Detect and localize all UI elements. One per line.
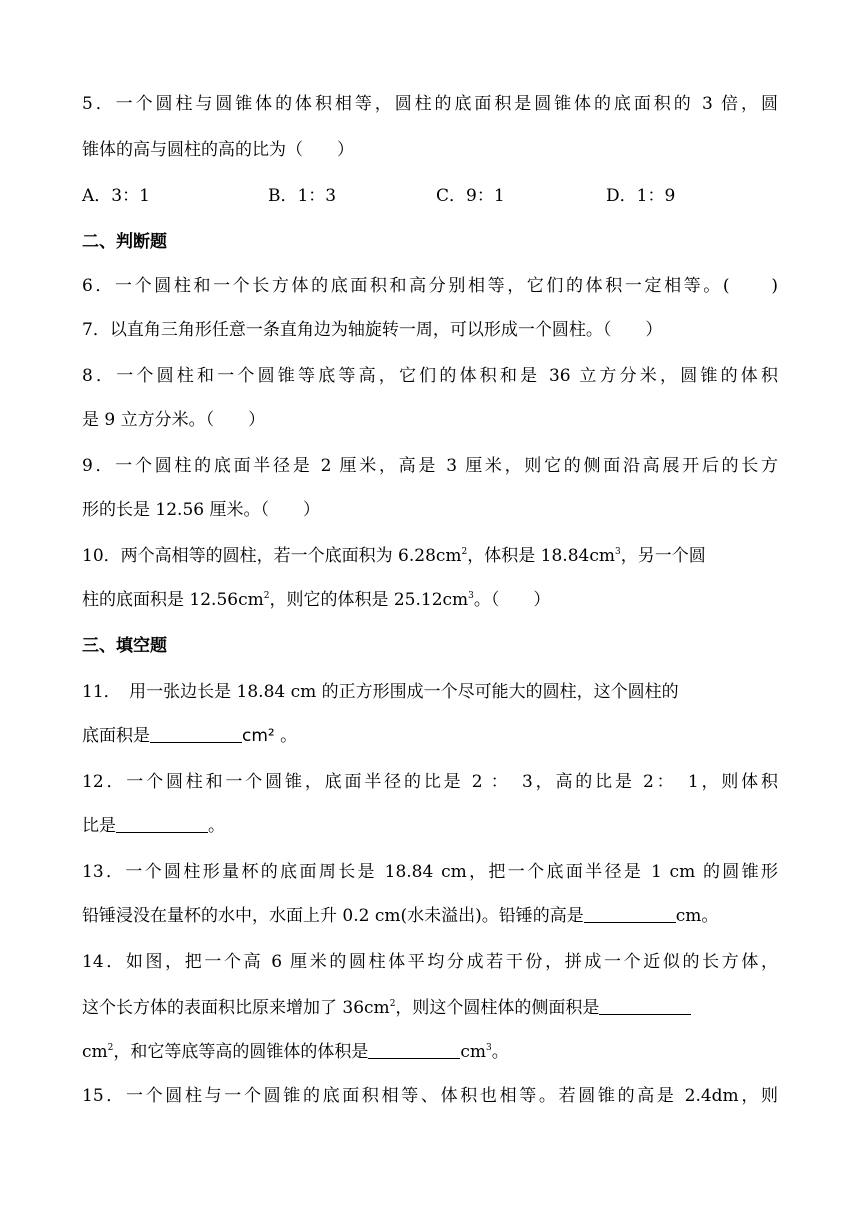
q10-text: ，体积是 18.84cm: [467, 546, 615, 566]
q10-line1: [82, 544, 706, 568]
answer-blank[interactable]: [599, 996, 691, 1015]
q14-text: ，则这个圆柱体的侧面积是: [395, 998, 600, 1018]
q14-text: 这个长方体的表面积比原来增加了 36cm: [82, 998, 390, 1018]
q8-line2: 是 9 立方分米。（ ）: [82, 410, 266, 430]
q6-line1: 6．一个圆柱和一个长方体的底面积和高分别相等，它们的体积一定相等。( ): [82, 276, 778, 296]
q13-text: cm。: [675, 906, 719, 926]
q10-line2: [82, 588, 550, 612]
superscript: 2: [263, 591, 270, 601]
q14-text: cm: [82, 1042, 108, 1062]
q8-line1: 8．一个圆柱和一个圆锥等底等高，它们的体积和是 36 立方分米，圆锥的体积: [82, 366, 778, 386]
q5-line2: 锥体的高与圆柱的高的比为（ ）: [82, 140, 354, 160]
q11-text: 底面积是: [82, 726, 150, 746]
q12-line2: [82, 814, 225, 838]
q9-line1: 9．一个圆柱的底面半径是 2 厘米，高是 3 厘米，则它的侧面沿高展开后的长方: [82, 456, 778, 476]
answer-blank[interactable]: [116, 814, 208, 833]
q14-line3: [82, 1040, 509, 1064]
q5-line1: 5．一个圆柱与圆锥体的体积相等，圆柱的底面积是圆锥体的底面积的 3 倍，圆: [82, 94, 778, 114]
q12-line1: 12．一个圆柱和一个圆锥，底面半径的比是 2 ： 3，高的比是 2： 1，则体积: [82, 772, 778, 792]
answer-blank[interactable]: [368, 1040, 460, 1059]
q10-text: ，另一个圆: [620, 546, 706, 566]
q14-text: 。: [491, 1042, 509, 1062]
q13-line1: 13．一个圆柱形量杯的底面周长是 18.84 cm，把一个底面半径是 1 cm 的圆锥形: [82, 862, 778, 882]
q14-text: cm: [460, 1042, 487, 1062]
answer-blank[interactable]: [150, 724, 242, 743]
q10-text: 。（ ）: [473, 590, 551, 610]
superscript: 3: [614, 547, 621, 557]
q13-text: 铅锤浸没在量杯的水中，水面上升 0.2 cm(水未溢出)。铅锤的高是: [82, 906, 584, 926]
q12-text: 比是: [82, 816, 116, 836]
superscript: 2: [461, 547, 468, 557]
q11-line1: 11． 用一张边长是 18.84 cm 的正方形围成一个尽可能大的圆柱，这个圆柱的: [82, 682, 679, 702]
section-title-judgment: 二、判断题: [82, 232, 167, 252]
q14-line1: 14．如图，把一个高 6 厘米的圆柱体平均分成若干份，拼成一个近似的长方体，: [82, 952, 778, 972]
q13-line2: [82, 904, 718, 928]
section-title-fill-blank: 三、填空题: [82, 636, 167, 656]
answer-blank[interactable]: [584, 904, 676, 923]
q15-line1: 15．一个圆柱与一个圆锥的底面积相等、体积也相等。若圆锥的高是 2.4dm，则: [82, 1086, 778, 1106]
q5-option-b: B．1：3: [268, 186, 337, 206]
q7-line1: 7．以直角三角形任意一条直角边为轴旋转一周，可以形成一个圆柱。（ ）: [82, 320, 663, 340]
superscript: 3: [468, 591, 474, 601]
superscript: 3: [486, 1043, 492, 1053]
q10-text: 10．两个高相等的圆柱，若一个底面积为 6.28cm: [82, 546, 462, 566]
superscript: 2: [389, 999, 396, 1009]
q9-line2: 形的长是 12.56 厘米。（ ）: [82, 500, 320, 520]
q10-text: ，则它的体积是 25.12cm: [269, 590, 469, 610]
q14-text: ，和它等底等高的圆锥体的体积是: [113, 1042, 369, 1062]
q5-option-c: C．9：1: [436, 186, 505, 206]
q11-unit: cm² 。: [242, 726, 298, 746]
q14-line2: [82, 996, 691, 1020]
q5-option-d: D．1：9: [606, 186, 676, 206]
q12-text: 。: [208, 816, 225, 836]
superscript: 2: [107, 1043, 114, 1053]
q5-option-a: A．3：1: [82, 186, 150, 206]
q11-line2: [82, 724, 297, 748]
q10-text: 柱的底面积是 12.56cm: [82, 590, 264, 610]
